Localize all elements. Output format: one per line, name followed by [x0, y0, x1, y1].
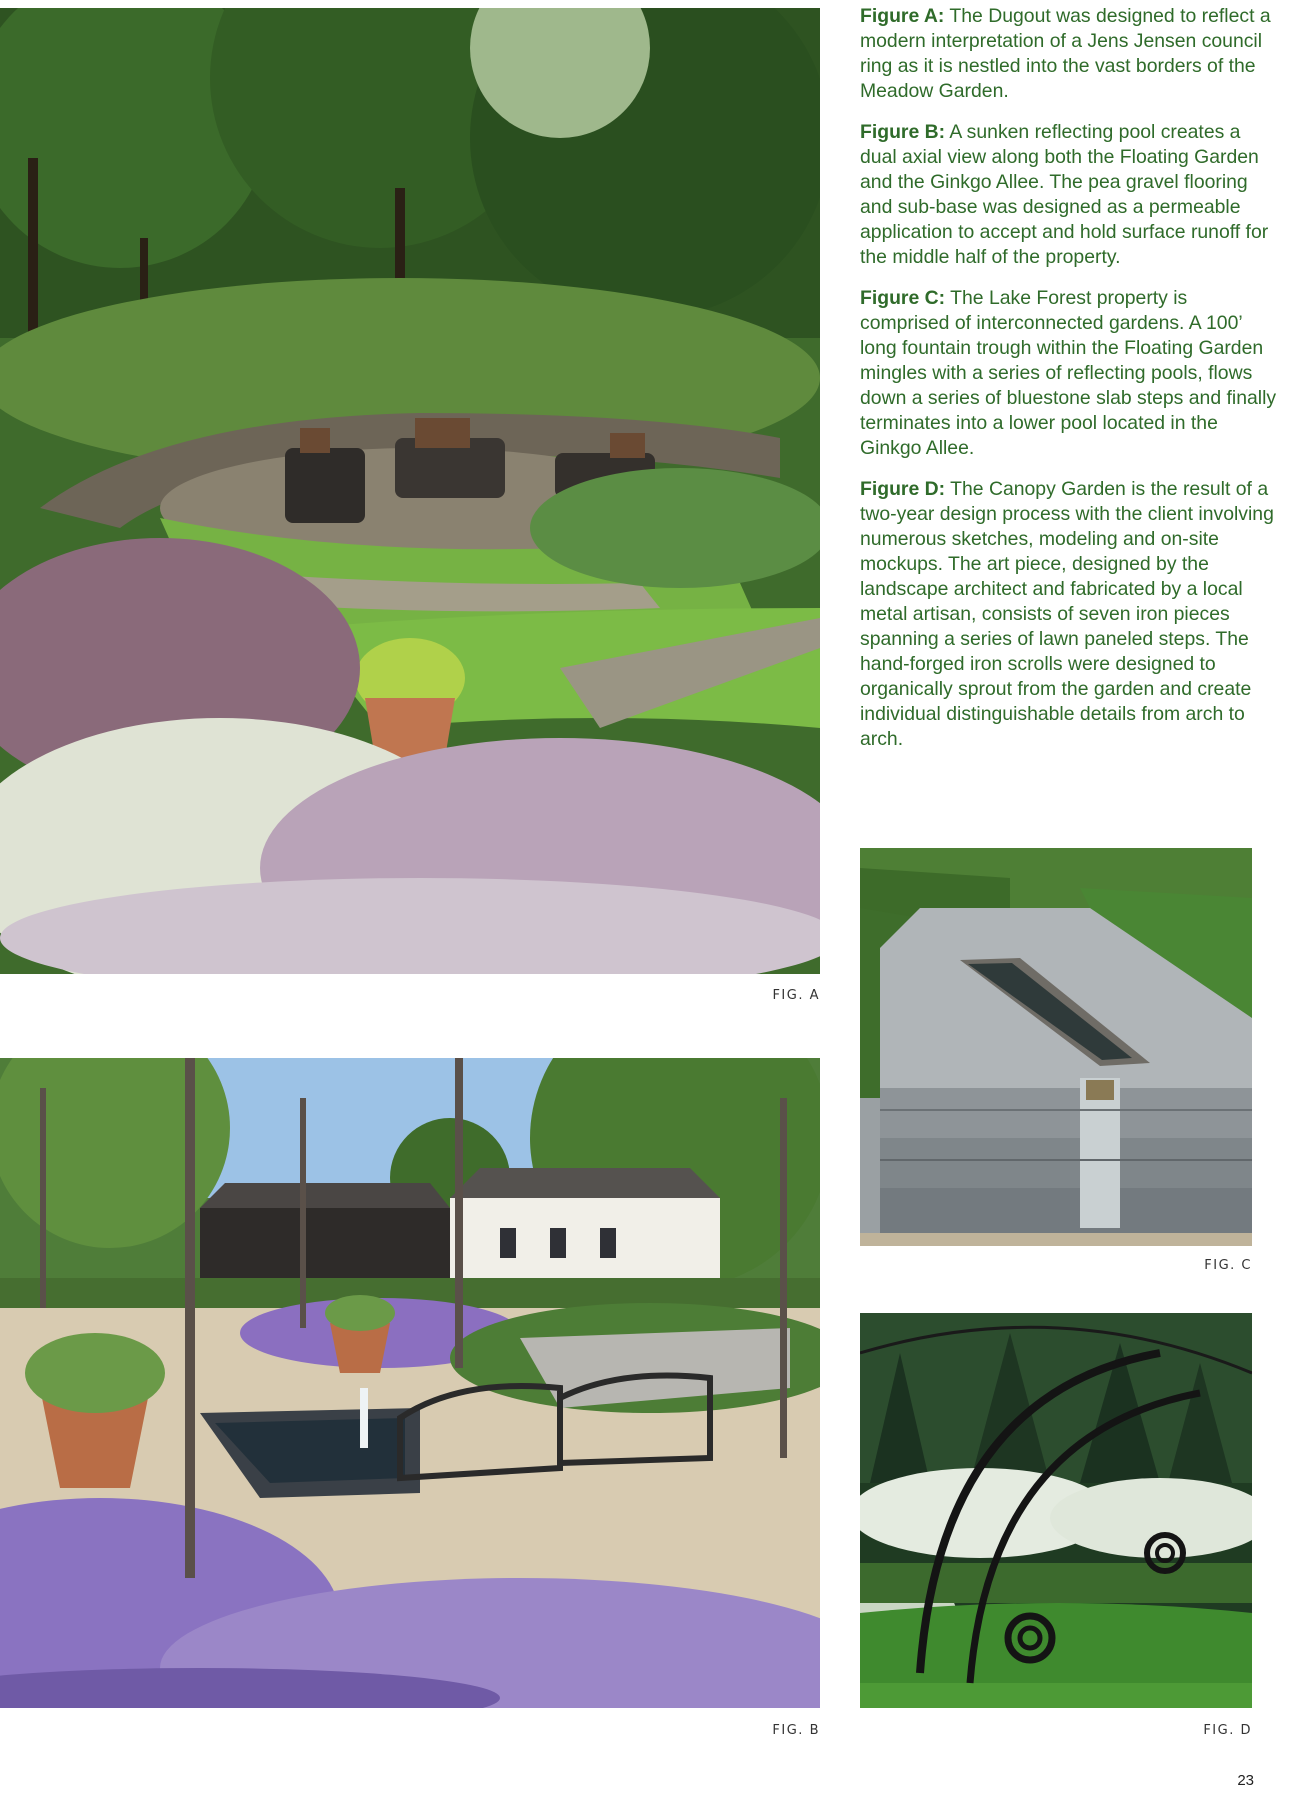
- page-number: 23: [1237, 1772, 1254, 1789]
- figure-b-caption: FIG. B: [772, 1723, 820, 1738]
- figure-b-photo: [0, 1058, 820, 1708]
- figure-descriptions: [860, 4, 1280, 768]
- figure-a-photo: [0, 8, 820, 974]
- figure-c-photo: [860, 848, 1252, 1246]
- figure-c-caption: FIG. C: [1204, 1258, 1252, 1273]
- figure-b-description: Figure B: A sunken reflecting pool creates a dual axial view along both the Floating Garden and the Ginkgo Allee. The pea gravel flooring and sub-base was designed as a permeable application to accept and hold surface runoff for the middle half of the property.: [860, 121, 1269, 268]
- figure-d-description: Figure D: The Canopy Garden is the result of a two-year design process with the client involving numerous sketches, modeling and on-site mockups. The art piece, designed by the landscape architect and fabricated by a local metal artisan, consists of seven iron pieces spanning a series of lawn paneled steps. The hand-forged iron scrolls were designed to organically sprout from the garden and create individual distinguishable details from arch to arch.: [860, 478, 1274, 750]
- figure-a-description: Figure A: The Dugout was designed to reflect a modern interpretation of a Jens Jensen council ring as it is nestled into the vast borders of the Meadow Garden.: [860, 5, 1271, 102]
- figure-c-description: Figure C: The Lake Forest property is comprised of interconnected gardens. A 100’ long fountain trough within the Floating Garden mingles with a series of reflecting pools, flows down a series of bluestone slab steps and finally terminates into a lower pool located in the Ginkgo Allee.: [860, 287, 1277, 459]
- figure-d-photo: [860, 1313, 1252, 1708]
- figure-a-caption: FIG. A: [772, 988, 820, 1003]
- figure-d-caption: FIG. D: [1203, 1723, 1252, 1738]
